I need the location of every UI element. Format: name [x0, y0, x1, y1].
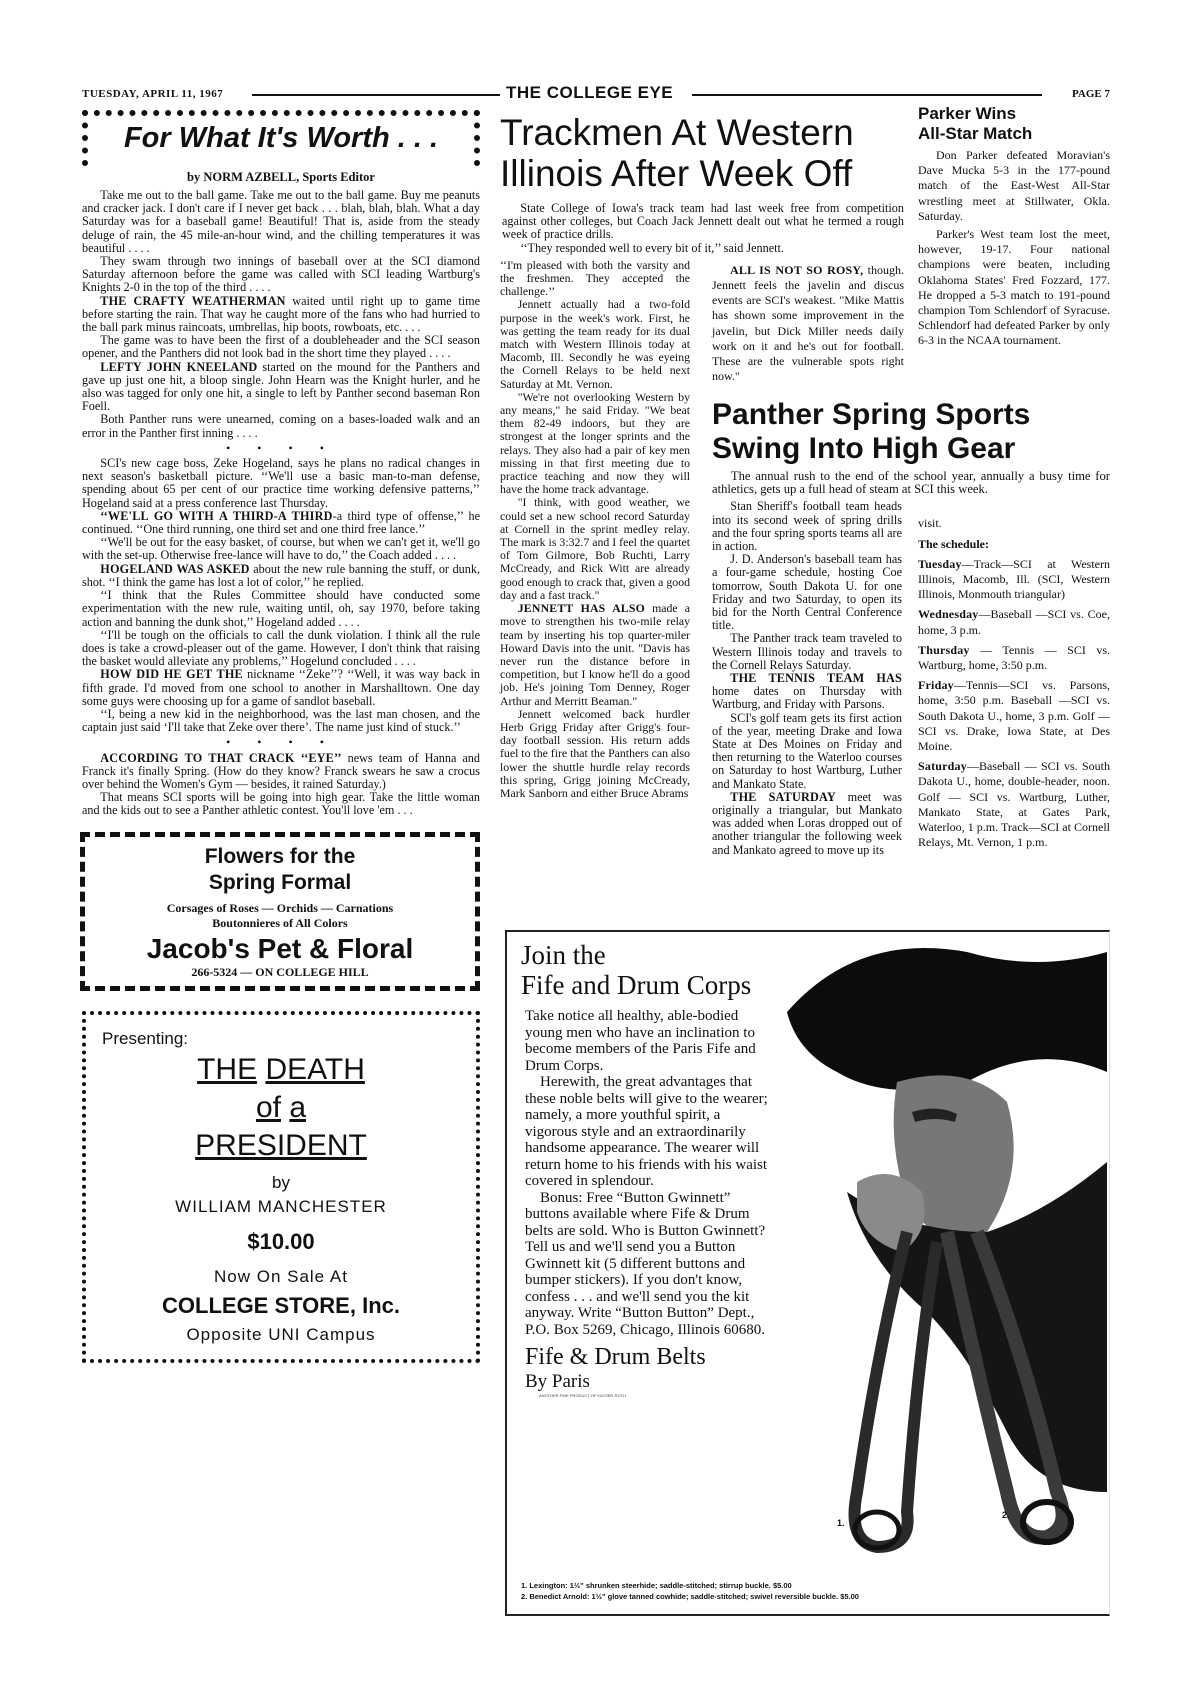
paragraph	[82, 295, 480, 335]
panther-article	[712, 398, 1110, 857]
sports-column-body	[82, 189, 480, 818]
fife-drum-advertisement	[505, 930, 1110, 1616]
column-header-box	[82, 110, 480, 166]
headline-parker	[918, 104, 1110, 144]
paragraph	[525, 1190, 773, 1339]
paragraph-lead: ALL IS NOT SO ROSY,	[730, 262, 864, 277]
headline-line: Fife and Drum Corps	[521, 970, 752, 1000]
paragraph	[82, 791, 480, 817]
newspaper-name: THE COLLEGE EYE	[506, 83, 674, 102]
paragraph-lead: LEFTY JOHN KNEELAND	[100, 359, 258, 374]
brand-maker: ANOTHER FINE PRODUCT OF KAYSER-ROTH	[539, 1393, 626, 1398]
product-list	[521, 1580, 859, 1602]
paragraph-text: Bonus: Free “Button Gwinnett” buttons available where Fife & Drum belts are sold. Who is Button Gwinnett? Tell us and we'll send you a Button Gwinnett kit (5 different buttons and bumper stickers). If you don't know, confess . . . and we'll send you the kit anyway. Write “Button Button” Dept., P.O. Box 5269, Chicago, Illinois 60680.	[525, 1189, 766, 1338]
paragraph-text: The annual rush to the end of the school year, annually a busy time for athletics, gets up a full head of steam at SCI this week.	[712, 469, 1110, 497]
paragraph-text: — Tennis — SCI vs. Wartburg, home, 3:50 p.m.	[918, 642, 1110, 673]
paragraph	[525, 1074, 773, 1190]
paragraph-text: SCI's new cage boss, Zeke Hogeland, says he plans no radical changes in next season's basketball picture. ‘‘We'll use a basic man-to-man defense, spending about 65 per cent of our practice time working defensive patterns,’’ Hogeland said at a press conference last Thursday.	[82, 456, 480, 510]
paragraph-lead: Saturday	[918, 759, 967, 774]
paragraph	[712, 712, 902, 791]
headline-line: Parker Wins	[918, 104, 1017, 123]
paragraph-text: State College of Iowa's track team had last week free from competition against other colleges, but Coach Jack Jennett dealt out what he termed a rough week of practice drills.	[502, 201, 904, 242]
section-divider: • • • •	[226, 440, 336, 455]
column-title: For What It's Worth . . .	[123, 122, 439, 154]
ad-title: Flowers for the	[204, 844, 356, 868]
paragraph	[500, 259, 690, 299]
paragraph-text: Take notice all healthy, able-bodied young men who have an inclination to become members of the Paris Fife and Drum Corps.	[525, 1008, 756, 1074]
shop-name: Jacob's Pet & Floral	[146, 932, 414, 964]
paragraph-text: J. D. Anderson's baseball team has a four-game schedule, hosting Coe tomorrow, South Dakota U. for one Friday and two Saturday, to open its bid for the North Central Conference title.	[712, 552, 902, 633]
product-item: 2. Benedict Arnold: 1½" glove tanned cowhide; saddle-stitched; swivel reversible buckle. $5.00	[521, 1592, 859, 1601]
ad-line: Corsages of Roses — Orchids — Carnations	[166, 900, 394, 915]
paragraph-text: "We're not overlooking Western by any means," he said Friday. "We beat them 82-49 indoors, but they are strongest at the longer sprints and the relays. They also had a pair of key men missing in that first meeting due to practice teaching and now they will have the home track advantage.	[500, 389, 690, 497]
paragraph	[82, 563, 480, 589]
paragraph-text: nickname ‘‘Zeke’’? ‘‘Well, it was way back in fifth grade. I'd moved from one school to another in Marshalltown. One day some guys were choosing up for a game of sandlot baseball.	[82, 667, 480, 708]
paragraph	[82, 629, 480, 669]
paragraph-text: Don Parker defeated Moravian's Dave Mucka 5-3 in the 177-pound match of the East-West All-Star wrestling meet at Stillwater, Okla. Saturday.	[918, 148, 1110, 223]
paragraph	[712, 791, 902, 857]
book-advertisement	[82, 1011, 480, 1363]
paragraph-text: Both Panther runs were unearned, coming on a bases-loaded walk and an error in the Panther first inning . . . .	[82, 412, 480, 440]
paragraph	[500, 496, 690, 602]
paragraph-text: waited until right up to game time before starting the rain. That way he caught more of the fans who had hurried to the ball park minus raincoats, umbrellas, hip boots, rowboats, etc. . . .	[82, 293, 481, 335]
paragraph-text: —Track—SCI at Western Illinois, Macomb, Ill. (SCI, Western Illinois, Monmouth triangular)	[918, 556, 1110, 602]
belt-label-2: 2.	[1002, 1510, 1010, 1520]
headline-line: Trackmen At Western	[500, 112, 854, 153]
paragraph	[82, 752, 480, 792]
book-title: DEATH	[265, 1052, 365, 1086]
paragraph-text: made a move to strengthen his two-mile relay team by inserting his top quarter-miler Howard Davis into the unit. "Davis has never run the distance before in competition, but I know he'll do a good job. He's joining Tom Denney, Roger Arthur and Merritt Beaman."	[500, 601, 690, 708]
ad-copy	[521, 1008, 773, 1338]
paragraph	[712, 263, 904, 385]
paragraph	[500, 602, 690, 708]
paragraph	[500, 708, 690, 800]
section-divider: • • • •	[226, 735, 336, 750]
paragraph	[918, 148, 1110, 224]
page-number: PAGE 7	[1072, 88, 1110, 100]
paragraph-text: news team of Hanna and Franck it's finally Spring. (How do they know? Franck swears he saw a crocus over behind the Women's Gym — besides, it rained Saturday.)	[82, 750, 480, 791]
paragraph	[82, 668, 480, 708]
book-author: WILLIAM MANCHESTER	[175, 1196, 387, 1216]
paragraph	[82, 255, 480, 295]
trackmen-column-left	[500, 259, 690, 800]
book-title: THE	[197, 1052, 258, 1086]
masthead	[82, 83, 1110, 104]
book-price: $10.00	[247, 1228, 315, 1254]
paragraph-text: visit.	[918, 516, 942, 531]
paragraph	[712, 500, 902, 553]
parker-article	[918, 104, 1110, 352]
paragraph-text: "I think, with good weather, we could set a new school record Saturday at Cornell in the sprint medley relay. The mark is 3:32.7 and I feel the quartet of Tom Gilmore, Bob Ruchti, Larry McCready, and Rick Witt are already good enough to crack that, given a good day and a fast track."	[500, 495, 690, 602]
store-name: COLLEGE STORE, Inc.	[162, 1292, 400, 1318]
paragraph-text: The Panther track team traveled to Western Illinois today and travels to the Cornell Relays Saturday.	[712, 631, 902, 672]
paragraph	[918, 516, 1110, 531]
headline-line: Swing Into High Gear	[712, 432, 1016, 465]
paragraph-text: SCI's golf team gets its first action of the year, meeting Drake and Iowa State at Des Moines on Friday and then returning to the Waterloo courses on Saturday to host Wartburg, Luther and Mankato State.	[712, 710, 902, 791]
paragraph	[500, 298, 690, 390]
paragraph-text: Stan Sheriff's football team heads into its second week of spring drills and the four spring sports teams all are in action.	[712, 499, 902, 554]
paragraph-lead: Tuesday	[918, 556, 962, 571]
paragraph-lead: HOGELAND WAS ASKED	[100, 561, 250, 576]
paragraph-text: Jennett actually had a two-fold purpose in the week's work. First, he was getting the team ready for its dual match with Western Illinois today at Macomb, Ill. Secondly he was eyeing the Cornell Relays to be held next Saturday at Mt. Vernon.	[500, 297, 690, 391]
headline-line: Join the	[521, 940, 606, 970]
paragraph-lead: ‘‘WE'LL GO WITH A THIRD-A THIRD	[100, 508, 333, 523]
paragraph-text: meet was originally a triangular, but Mankato was added when Loras dropped out of another triangular the following week and Mankato agreed to move up its	[712, 789, 903, 857]
paragraph	[82, 536, 480, 562]
paragraph-text: ‘‘I'll be tough on the officials to call the dunk violation. I think all the rule does is take a crowd-pleaser out of the game. However, I don't think that raising the basket would alleviate any problems,’’ Hogelund concluded . . . .	[82, 627, 480, 669]
shop-contact: 266-5324 — ON COLLEGE HILL	[191, 964, 369, 979]
paragraph	[918, 557, 1110, 603]
paragraph-text: Jennett welcomed back hurdler Herb Grigg Friday after Grigg's four-day football session. His return adds fuel to the fire that the Panthers can also lower the shuttle hurdle relay records this spring, Grigg joining McCready, Mark Sanborn and either Bruce Abrams	[500, 706, 690, 800]
paragraph	[918, 537, 1110, 552]
masthead-rule	[252, 94, 500, 96]
book-title: PRESIDENT	[195, 1128, 367, 1162]
tricorn-hat-icon	[787, 948, 1107, 1090]
headline-line: Panther Spring Sports	[712, 398, 1031, 431]
panther-intro	[712, 470, 1110, 496]
paragraph-text: They swam through two innings of baseball over at the SCI diamond Saturday afternoon before the game was called with SCI leading Wartburg's Knights 2-0 in the top of the third . . . .	[82, 254, 480, 295]
headline-line: All-Star Match	[918, 124, 1033, 143]
paragraph-text: ‘‘I think that the Rules Committee should have conducted some experimentation with the new rule, waiting until, oh, say 1970, before taking action and banning the dunk shot,’’ Hogeland added . . . .	[82, 588, 480, 629]
ad-presenting: Presenting:	[102, 1028, 188, 1048]
headline-trackmen	[500, 112, 904, 194]
brand-by: By Paris	[525, 1371, 590, 1392]
paragraph	[918, 607, 1110, 637]
paragraph	[918, 759, 1110, 850]
paragraph	[918, 678, 1110, 754]
paragraph	[918, 643, 1110, 673]
paragraph	[82, 708, 480, 734]
paragraph	[525, 1008, 773, 1074]
paragraph-text: Herewith, the great advantages that these noble belts will give to the wearer; namely, a more youthful spirit, a vigorous style and an extraordinarily handsome appearance. The wearer will return home to his friends with his waist covered in splendour.	[525, 1074, 768, 1189]
masthead-rule	[692, 94, 1042, 96]
paragraph-lead: ACCORDING TO THAT CRACK ‘‘EYE’’	[100, 750, 342, 765]
paragraph-text: started on the mound for the Panthers and gave up just one hit, a bloop single. John Hearn was the Knight hurler, and he also was tagged for only one hit, a single to left by Panther second baseman Ron Foell.	[82, 359, 480, 414]
paragraph	[82, 189, 480, 255]
paragraph-lead: Thursday	[918, 642, 970, 657]
paragraph-text: ‘‘They responded well to every bit of it,’’ said Jennett.	[520, 240, 784, 255]
ad-headline	[521, 940, 783, 1000]
column-byline: by NORM AZBELL, Sports Editor	[187, 170, 375, 184]
paragraph	[82, 589, 480, 629]
paragraph-lead: Wednesday	[918, 607, 979, 622]
paragraph-lead: Friday	[918, 678, 954, 693]
parker-body	[918, 148, 1110, 349]
paragraph	[712, 553, 902, 632]
paragraph-text: That means SCI sports will be going into high gear. Take the little woman and the kids out to see a Panther athletic contest. You'll love 'em . . .	[82, 790, 480, 818]
brand-name: Fife & Drum Belts	[525, 1344, 706, 1370]
paragraph	[502, 242, 904, 255]
paragraph-text: —Baseball —SCI vs. Coe, home, 3 p.m.	[918, 607, 1110, 637]
paragraph-text: ‘‘I'm pleased with both the varsity and the freshmen. They accepted the challenge.’’	[500, 257, 690, 299]
paragraph-text: Take me out to the ball game. Take me out to the ball game. Buy me peanuts and cracker jack. I don't care if I never get back . . . blah, blah, blah. What a day Saturday was for a baseball game! Beautiful! That is, aside from the steady deluge of rain, the 45 mile-an-hour wind, and the chilling temperatures it was beautiful . . . .	[82, 188, 480, 255]
paragraph-lead: THE SATURDAY	[730, 789, 836, 804]
book-by: by	[272, 1172, 290, 1192]
ad-text-flow	[507, 932, 783, 1398]
paragraph-text: The game was to have been the first of a doubleheader and the SCI season opener, and the Panthers did not look bad in the short time they played . . . .	[82, 333, 480, 361]
headline-line: Illinois After Week Off	[500, 153, 853, 194]
paragraph-text: ‘‘We'll be out for the easy basket, of course, but when we can't get it, we'll go with the set-up. Otherwise free-lance will have to do,’’ the Coach added . . . .	[82, 535, 480, 563]
paragraph	[82, 334, 480, 360]
headline-panther	[712, 398, 1110, 466]
paragraph-lead: HOW DID HE GET THE	[100, 667, 243, 682]
paragraph	[82, 457, 480, 510]
ad-line: Boutonnieres of All Colors	[212, 915, 348, 930]
trackmen-intro	[500, 202, 904, 255]
paragraph-lead: THE CRAFTY WEATHERMAN	[100, 293, 286, 308]
paragraph-text: home dates on Thursday with Wartburg, and Friday with Parsons.	[712, 684, 902, 712]
paragraph-lead: JENNETT HAS ALSO	[517, 601, 646, 616]
paragraph	[500, 391, 690, 497]
panther-schedule	[918, 516, 1110, 855]
book-title: of	[255, 1090, 281, 1124]
trackmen-column-right	[712, 263, 904, 388]
paragraph	[712, 672, 902, 712]
paragraph-text: —Baseball — SCI vs. South Dakota U., home, double-header, noon. Golf — SCI vs. Wartburg, Luther, Mankato State, at Gates Park, Waterloo, 1 p.m. Track—SCI at Cornell Relays, Mt. Vernon, 1 p.m.	[918, 759, 1110, 850]
paragraph	[502, 202, 904, 242]
paragraph-text: though. Jennett feels the javelin and discus events are SCI's weakest. "Mike Mattis has shown some improvement in the javelin, but Dick Miller needs daily work on it and he's out for football. These are the vulnerable spots right now."	[712, 262, 904, 384]
paragraph	[82, 413, 480, 439]
sale-text: Now On Sale At	[213, 1266, 348, 1286]
store-location: Opposite UNI Campus	[186, 1324, 376, 1344]
paragraph	[82, 361, 480, 414]
product-item: 1. Lexington: 1½" shrunken steerhide; saddle-stitched; stirrup buckle. $5.00	[521, 1581, 792, 1590]
paragraph-text: The schedule:	[918, 536, 990, 551]
paragraph	[712, 632, 902, 672]
book-title: a	[289, 1090, 307, 1124]
paragraph	[712, 470, 1110, 496]
paragraph-lead: THE TENNIS TEAM HAS	[730, 671, 902, 686]
flowers-advertisement	[80, 832, 480, 991]
paragraph	[918, 227, 1110, 349]
issue-date: TUESDAY, APRIL 11, 1967	[82, 88, 224, 100]
paragraph-text: -a third type of offense,’’ he continued. ‘‘One third running, one third set and one third free lance.’’	[82, 508, 481, 537]
paragraph	[82, 510, 480, 536]
paragraph-text: —Tennis—SCI vs. Parsons, home, 3:50 p.m. Baseball —SCI vs. South Dakota U., home, 3 p.m. Golf — SCI vs. Drake, Iowa State, at Des Moine.	[918, 678, 1110, 754]
paragraph-text: ‘‘I, being a new kid in the neighborhood, was the last man chosen, and the captain just said ‘I'll take that Zeke over there’. The name just kind of stuck.’’	[82, 706, 480, 735]
paragraph-text: Parker's West team lost the meet, however, 19-17. Four national champions were beaten, including Oklahoma States' Fred Fozzard, 177. He dropped a 5-3 match to 191-pound champion Tom Schlendorf of Syracuse. Schlendorf had defeated Parker by only 6-3 in the NCAA tournament.	[918, 227, 1110, 348]
paragraph-text: about the new rule banning the stuff, or dunk, shot. ‘‘I think the game has lost a lot of color,’’ he replied.	[82, 561, 480, 589]
belt-label-1: 1.	[837, 1518, 845, 1528]
left-column	[82, 170, 480, 1363]
panther-column-left	[712, 500, 902, 856]
ad-title: Spring Formal	[208, 870, 352, 894]
